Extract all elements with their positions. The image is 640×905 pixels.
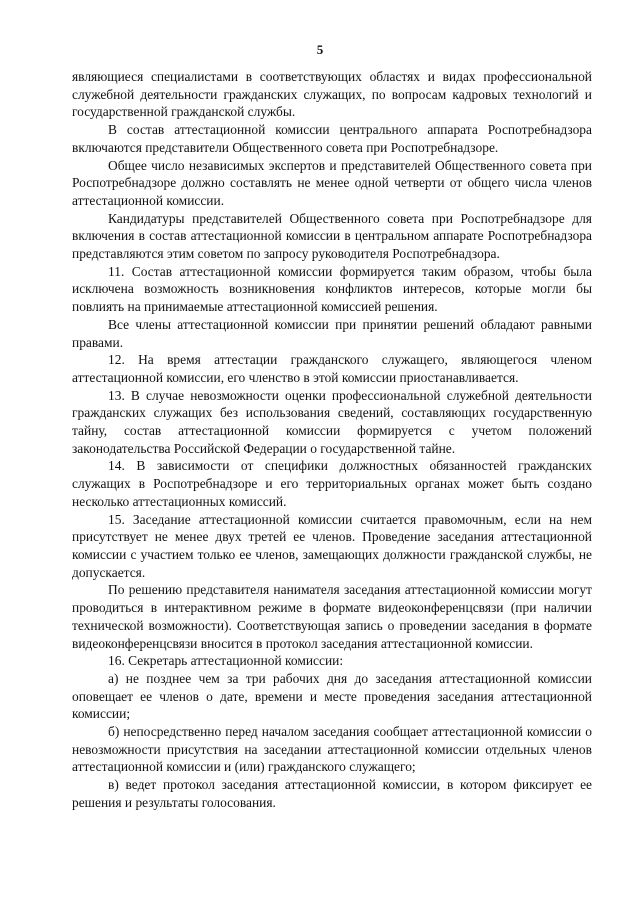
paragraph-item-14: 14. В зависимости от специфики должностных обязанностей гражданских служащих в Роспотребнадзоре и его территориальных органах может быть создано несколько аттестационных комиссий. [72,458,592,509]
paragraph-item-11: 11. Состав аттестационной комиссии формируется таким образом, чтобы была исключена возможность возникновения конфликтов интересов, которые могли бы повлиять на принимаемые аттестационной комиссией решения. [72,263,592,315]
paragraph-experts-share: Общее число независимых экспертов и представителей Общественного совета при Роспотребнадзоре должно составлять не менее одной четверти от общего числа членов аттестационной комиссии. [72,157,592,208]
paragraph-item-16a: а) не позднее чем за три рабочих дня до заседания аттестационной комиссии оповещает ее членов о дате, времени и месте проведения заседания аттестационной комиссии; [72,670,592,722]
page-number: 5 [316,42,324,57]
paragraph-item-16b: б) непосредственно перед началом заседания сообщает аттестационной комиссии о невозможности присутствия на заседании аттестационной комиссии отдельных членов аттестационной комиссии и (или) гражданского служащего; [72,724,592,775]
paragraph-council-candidates: Кандидатуры представителей Общественного совета при Роспотребнадзоре для включения в состав аттестационной комиссии в центральном аппарате Роспотребнадзора представляются этим советом по запросу руководителя Роспотребнадзора. [72,210,592,262]
paragraph-item-15: 15. Заседание аттестационной комиссии считается правомочным, если на нем присутствует не менее двух третей ее членов. Проведение заседания аттестационной комиссии с участием только ее членов, замещающих должности гражданской службы, не допускается. [72,511,592,580]
paragraph-item-12: 12. На время аттестации гражданского служащего, являющегося членом аттестационной комиссии, его членство в этой комиссии приостанавливается. [72,352,592,385]
paragraph-equal-rights: Все члены аттестационной комиссии при принятии решений обладают равными правами. [72,316,592,350]
paragraph-item-16: 16. Секретарь аттестационной комиссии: [108,653,344,669]
paragraph-item-13: 13. В случае невозможности оценки профессиональной служебной деятельности гражданских служащих без использования сведений, составляющих государственную тайну, состав аттестационной комиссии формируется с учетом положений законодательства Российской Федерации о государственной тайне. [72,387,592,456]
paragraph-continuation: являющиеся специалистами в соответствующих областях и видах профессиональной служебной деятельности гражданских служащих, по вопросам кадровых технологий и государственной гражданской службы. [72,69,592,120]
paragraph-videoconference: По решению представителя нанимателя заседания аттестационной комиссии могут проводиться в интерактивном режиме в формате видеоконференцсвязи (при наличии технической возможности). Соответствующая запись о проведении заседания в формате видеоконференцсвязи вносится в протокол заседания аттестационной комиссии. [72,582,592,651]
document-body [72,68,592,812]
paragraph-item-16v: в) ведет протокол заседания аттестационной комиссии, в котором фиксирует ее решения и результаты голосования. [72,777,592,810]
paragraph-commission-composition: В состав аттестационной комиссии центрального аппарата Роспотребнадзора включаются представители Общественного совета при Роспотребнадзоре. [72,122,592,155]
